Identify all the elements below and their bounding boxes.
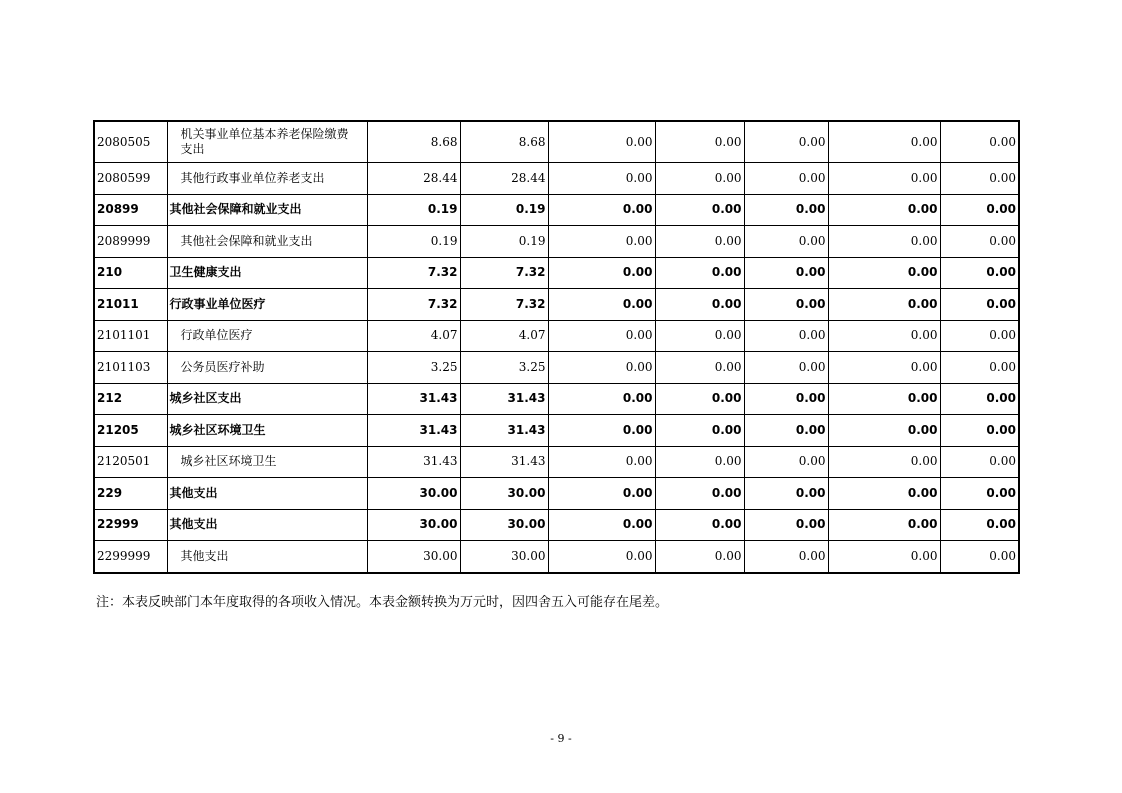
table-row (94, 257, 1019, 289)
row-value: 0.00 (548, 352, 655, 384)
row-value: 31.43 (460, 415, 548, 447)
table-row (94, 541, 1019, 573)
row-value: 0.00 (655, 352, 744, 384)
row-value: 0.00 (828, 478, 940, 510)
row-value: 28.44 (460, 163, 548, 195)
row-value: 0.00 (548, 121, 655, 163)
row-value: 31.43 (367, 383, 460, 415)
row-value: 0.00 (548, 257, 655, 289)
row-value: 30.00 (460, 478, 548, 510)
row-value: 7.32 (367, 289, 460, 321)
row-value: 0.19 (460, 226, 548, 258)
row-value: 0.00 (744, 541, 828, 573)
row-value: 0.00 (744, 415, 828, 447)
row-name: 其他支出 (167, 509, 367, 541)
row-name: 城乡社区环境卫生 (167, 415, 367, 447)
row-value: 0.00 (940, 541, 1019, 573)
row-value: 0.00 (940, 257, 1019, 289)
row-value: 0.00 (548, 226, 655, 258)
row-value: 0.00 (744, 383, 828, 415)
row-value: 0.00 (655, 121, 744, 163)
table-row (94, 289, 1019, 321)
table-footnote: 注：本表反映部门本年度取得的各项收入情况。本表金额转换为万元时，因四舍五入可能存在尾差。 (96, 595, 669, 610)
page-number: - 9 - (550, 732, 572, 745)
row-value: 0.00 (940, 163, 1019, 195)
table-row (94, 194, 1019, 226)
row-name: 城乡社区支出 (167, 383, 367, 415)
row-value: 0.00 (828, 289, 940, 321)
table-row (94, 121, 1019, 163)
row-code: 210 (94, 257, 167, 289)
row-name: 其他支出 (167, 478, 367, 510)
row-value: 0.00 (940, 383, 1019, 415)
row-value: 7.32 (367, 257, 460, 289)
row-name: 其他支出 (167, 541, 367, 573)
row-value: 0.00 (655, 289, 744, 321)
budget-table (93, 120, 1020, 574)
row-value: 0.00 (655, 509, 744, 541)
row-value: 0.00 (548, 478, 655, 510)
row-value: 28.44 (367, 163, 460, 195)
row-name: 卫生健康支出 (167, 257, 367, 289)
row-code: 2080505 (94, 121, 167, 163)
row-value: 0.00 (655, 446, 744, 478)
row-value: 8.68 (367, 121, 460, 163)
row-value: 30.00 (367, 478, 460, 510)
row-value: 30.00 (460, 509, 548, 541)
row-code: 2080599 (94, 163, 167, 195)
row-value: 0.00 (828, 194, 940, 226)
row-name: 其他社会保障和就业支出 (167, 194, 367, 226)
row-value: 0.00 (655, 194, 744, 226)
row-value: 0.00 (828, 415, 940, 447)
row-value: 0.00 (940, 478, 1019, 510)
row-value: 0.00 (548, 383, 655, 415)
row-value: 8.68 (460, 121, 548, 163)
row-value: 31.43 (367, 415, 460, 447)
table-row (94, 226, 1019, 258)
row-code: 2089999 (94, 226, 167, 258)
row-value: 0.00 (744, 509, 828, 541)
row-name: 城乡社区环境卫生 (167, 446, 367, 478)
row-value: 0.00 (548, 415, 655, 447)
table-row (94, 415, 1019, 447)
row-code: 2101101 (94, 320, 167, 352)
table-row (94, 509, 1019, 541)
row-value: 0.00 (548, 509, 655, 541)
row-code: 22999 (94, 509, 167, 541)
row-value: 0.00 (828, 352, 940, 384)
row-value: 0.00 (744, 478, 828, 510)
row-value: 0.00 (744, 163, 828, 195)
row-value: 0.00 (828, 320, 940, 352)
row-value: 0.00 (744, 320, 828, 352)
row-code: 2101103 (94, 352, 167, 384)
row-name: 行政单位医疗 (167, 320, 367, 352)
table-row (94, 383, 1019, 415)
row-name (167, 121, 367, 163)
table-row (94, 320, 1019, 352)
row-value: 0.00 (744, 352, 828, 384)
row-value: 0.00 (744, 446, 828, 478)
row-value: 0.00 (655, 226, 744, 258)
row-code: 21205 (94, 415, 167, 447)
row-value: 0.00 (940, 352, 1019, 384)
row-value: 0.00 (655, 163, 744, 195)
row-value: 0.00 (828, 121, 940, 163)
row-value: 31.43 (367, 446, 460, 478)
row-name: 其他行政事业单位养老支出 (167, 163, 367, 195)
row-value: 0.00 (828, 383, 940, 415)
row-code: 21011 (94, 289, 167, 321)
row-name: 行政事业单位医疗 (167, 289, 367, 321)
row-value: 0.00 (548, 163, 655, 195)
row-value: 7.32 (460, 289, 548, 321)
table-row (94, 163, 1019, 195)
row-value: 30.00 (367, 509, 460, 541)
row-value: 0.00 (828, 446, 940, 478)
row-value: 0.00 (655, 320, 744, 352)
row-value: 0.00 (940, 415, 1019, 447)
row-code: 229 (94, 478, 167, 510)
row-value: 0.00 (940, 226, 1019, 258)
row-value: 0.00 (744, 194, 828, 226)
row-value: 3.25 (367, 352, 460, 384)
row-value: 0.00 (744, 121, 828, 163)
row-value: 0.00 (940, 121, 1019, 163)
row-value: 0.00 (548, 320, 655, 352)
row-value: 3.25 (460, 352, 548, 384)
table-row (94, 446, 1019, 478)
row-value: 0.00 (940, 446, 1019, 478)
row-name: 其他社会保障和就业支出 (167, 226, 367, 258)
row-value: 0.00 (655, 383, 744, 415)
row-value: 4.07 (460, 320, 548, 352)
row-value: 0.00 (940, 509, 1019, 541)
row-value: 0.00 (744, 226, 828, 258)
row-value: 30.00 (367, 541, 460, 573)
row-code: 212 (94, 383, 167, 415)
row-code: 2120501 (94, 446, 167, 478)
row-value: 31.43 (460, 383, 548, 415)
row-code: 2299999 (94, 541, 167, 573)
table-row (94, 478, 1019, 510)
row-value: 0.00 (940, 320, 1019, 352)
row-value: 0.00 (548, 194, 655, 226)
row-value: 0.00 (828, 257, 940, 289)
row-value: 0.00 (828, 541, 940, 573)
row-value: 0.00 (940, 194, 1019, 226)
table-row (94, 352, 1019, 384)
row-value: 0.00 (655, 541, 744, 573)
row-value: 0.00 (548, 541, 655, 573)
row-value: 0.00 (828, 163, 940, 195)
row-value: 0.19 (367, 194, 460, 226)
row-value: 7.32 (460, 257, 548, 289)
row-value: 30.00 (460, 541, 548, 573)
row-value: 0.00 (548, 289, 655, 321)
row-value: 0.00 (828, 509, 940, 541)
row-value: 0.00 (548, 446, 655, 478)
row-value: 0.00 (744, 289, 828, 321)
row-value: 31.43 (460, 446, 548, 478)
row-name-text: 机关事业单位基本养老保险缴费支出 (180, 127, 349, 156)
row-name: 公务员医疗补助 (167, 352, 367, 384)
row-value: 0.00 (828, 226, 940, 258)
row-value: 4.07 (367, 320, 460, 352)
row-value: 0.19 (367, 226, 460, 258)
row-value: 0.00 (940, 289, 1019, 321)
row-value: 0.00 (655, 415, 744, 447)
row-value: 0.00 (655, 478, 744, 510)
row-value: 0.00 (744, 257, 828, 289)
row-value: 0.19 (460, 194, 548, 226)
row-code: 20899 (94, 194, 167, 226)
row-value: 0.00 (655, 257, 744, 289)
